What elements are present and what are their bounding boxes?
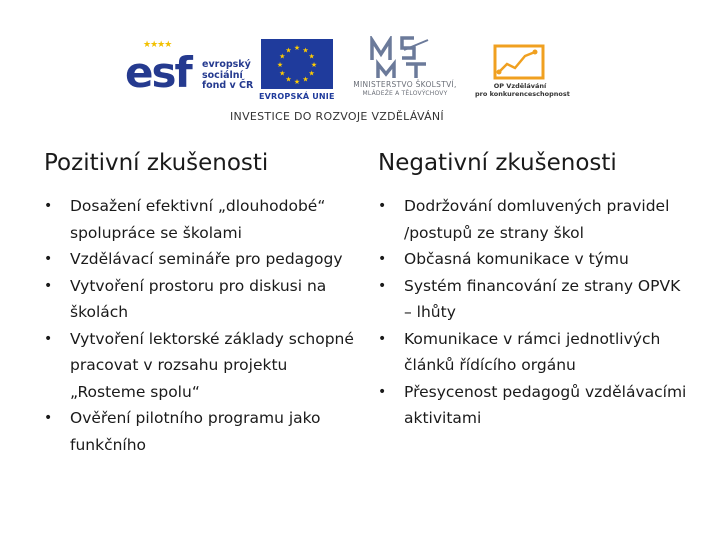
slogan: INVESTICE DO ROZVOJE VZDĚLÁVÁNÍ	[230, 110, 444, 123]
svg-text:★: ★	[302, 75, 309, 84]
svg-text:★: ★	[279, 69, 286, 78]
list-item	[44, 405, 354, 458]
svg-text:★: ★	[279, 52, 286, 61]
msmt-logo-icon	[368, 36, 438, 80]
bullet: •	[44, 198, 53, 214]
bullet: •	[378, 277, 387, 294]
list-item	[378, 246, 688, 273]
bullet: •	[44, 277, 53, 294]
list-item-text: Systém financování ze strany OPVK – lhůty	[404, 276, 681, 321]
msmt-line2: MLÁDEŽE A TĚLOVÝCHOVY	[362, 90, 448, 97]
list-item-text: Dodržování domluvených pravidel /postupů ze strany škol	[404, 197, 670, 242]
esf-logo	[125, 40, 253, 102]
eu-logo	[261, 39, 333, 102]
svg-text:★: ★	[276, 61, 284, 69]
list-item	[44, 246, 354, 273]
list-item	[44, 193, 354, 246]
op-logo-icon	[491, 42, 547, 82]
list-item-text: Vytvoření prostoru pro diskusi na školách	[70, 276, 327, 321]
esf-letters: esf	[125, 48, 191, 97]
svg-text:★: ★	[308, 52, 315, 61]
op-line2: pro konkurenceschopnost	[475, 90, 570, 98]
op-logo	[475, 42, 570, 108]
eu-flag-icon	[261, 39, 333, 89]
msmt-logo	[340, 36, 470, 106]
svg-text:★: ★	[302, 46, 309, 55]
bullet: •	[378, 198, 387, 214]
esf-text-line: sociální	[202, 69, 243, 81]
bullet: •	[378, 251, 387, 267]
eu-caption: EVROPSKÁ UNIE	[259, 92, 335, 101]
esf-text-line: fond v ČR	[202, 80, 254, 91]
msmt-line1: MINISTERSTVO ŠKOLSTVÍ,	[353, 80, 457, 89]
list-item-text: Vytvoření lektorské základy schopné pracovat v rozsahu projektu „Rosteme spolu“	[70, 329, 354, 401]
bullet: •	[378, 330, 387, 347]
svg-text:★: ★	[285, 46, 292, 55]
list-item	[378, 193, 688, 246]
positive-title: Pozitivní zkušenosti	[44, 150, 269, 176]
op-line1: OP Vzdělávání	[493, 82, 547, 90]
bullet: •	[378, 383, 387, 400]
svg-text:★: ★	[308, 69, 315, 78]
bullet: •	[44, 251, 53, 267]
svg-text:★: ★	[293, 44, 301, 52]
list-item	[44, 273, 354, 326]
list-item-text: Komunikace v rámci jednotlivých článků řídícího orgánu	[404, 329, 661, 374]
list-item	[378, 379, 688, 432]
bullet: •	[44, 410, 53, 426]
list-item	[44, 326, 354, 406]
negative-column	[378, 146, 688, 432]
esf-stars-icon: ★★★★	[143, 40, 172, 50]
svg-text:★: ★	[293, 78, 301, 86]
positive-column	[44, 146, 354, 458]
negative-list	[378, 193, 688, 432]
logo-bar	[125, 36, 570, 126]
list-item-text: Přesycenost pedagogů vzdělávacími aktivitami	[404, 382, 687, 427]
svg-text:★: ★	[310, 61, 318, 69]
bullet: •	[44, 330, 53, 347]
list-item	[378, 273, 688, 326]
positive-list	[44, 193, 354, 458]
esf-text-line: evropský	[202, 59, 251, 70]
esf-text	[202, 60, 262, 92]
list-item-text: Občasná komunikace v týmu	[404, 250, 629, 268]
svg-text:★: ★	[285, 75, 292, 84]
list-item-text: Ověření pilotního programu jako funkčního	[70, 409, 321, 454]
list-item-text: Dosažení efektivní „dlouhodobé“ spolupráce se školami	[70, 197, 326, 242]
list-item	[378, 326, 688, 379]
list-item-text: Vzdělávací semináře pro pedagogy	[70, 250, 343, 268]
negative-title: Negativní zkušenosti	[378, 150, 617, 176]
